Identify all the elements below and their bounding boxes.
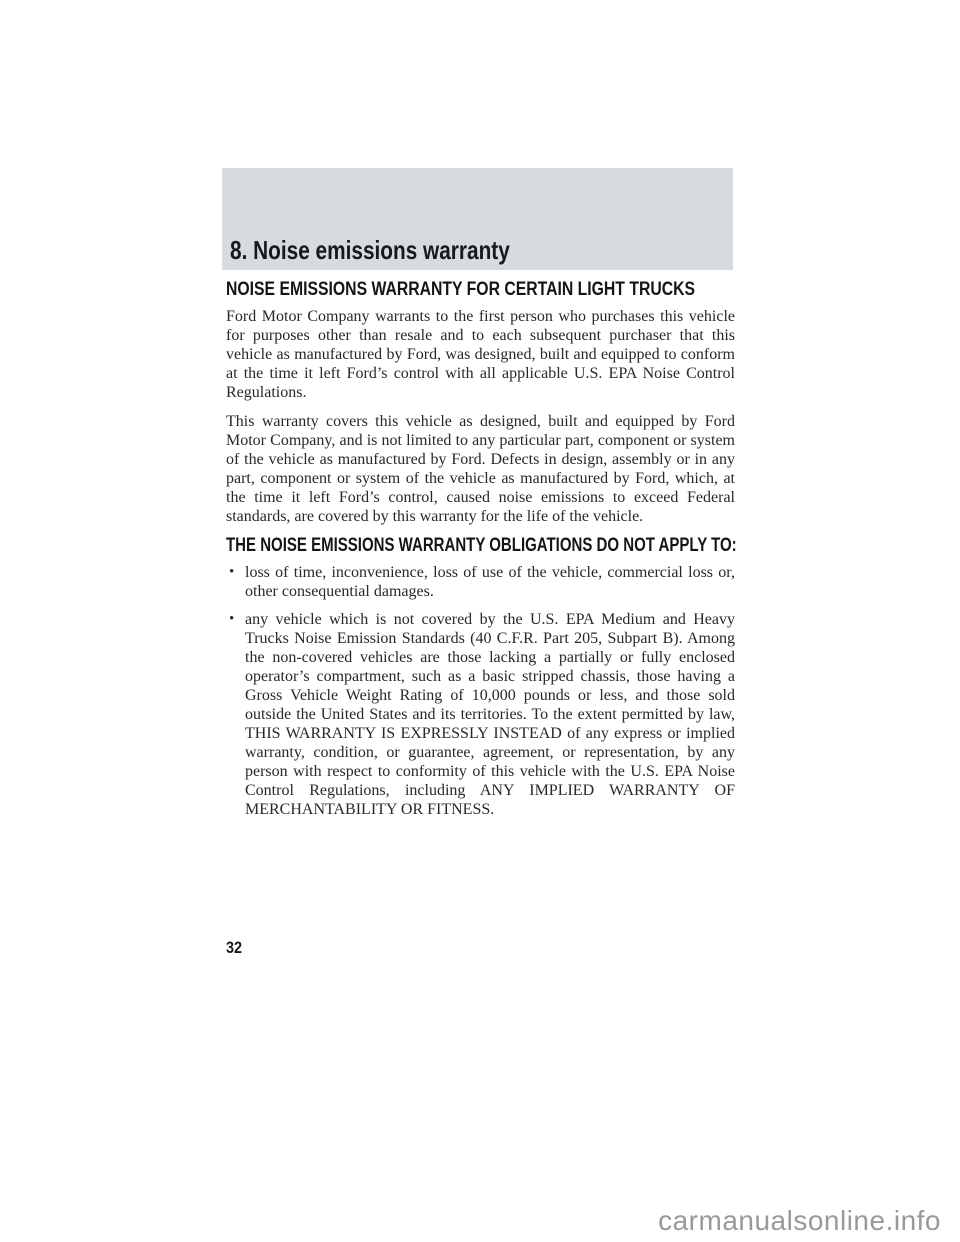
exclusion-text-2: any vehicle which is not covered by the U.S. EPA Medium and Heavy Trucks Noise Emission Standards (40 C.F.R. Part 205, Subpart B). Among the non-covered vehicles are those lacking a partially or fully enclosed operator’s compartment, such as a basic stripped chassis, those having a Gross Vehicle Weight Rating of 10,000 pounds or less, and those sold outside the United States and its territories. To the extent permitted by law, THIS WARRANTY IS EXPRESSLY INSTEAD of any express or implied warranty, condition, or guarantee, agreement, or representation, by any person with respect to conformity of this vehicle with the U.S. EPA Noise Control Regulations, including ANY IMPLIED WARRANTY OF MERCHANTABILITY OR FITNESS.: [245, 611, 735, 818]
warranty-heading-text: NOISE EMISSIONS WARRANTY FOR CERTAIN LIGHT TRUCKS: [226, 279, 696, 300]
section-title: 8. Noise emissions warranty: [230, 235, 510, 265]
warranty-heading: [226, 280, 735, 300]
warranty-paragraph-2: This warranty covers this vehicle as designed, built and equipped by Ford Motor Company, and is not limited to any particular part, component or system of the vehicle as manufactured by Ford. Defects in design, assembly or in any part, component or system of the vehicle as manufactured by Ford, which, at the time it left Ford’s control, caused noise emissions to exceed Federal standards, are covered by this warranty for the life of the vehicle.: [226, 413, 735, 525]
page-content: [226, 280, 735, 819]
page-number: 32: [226, 938, 243, 957]
warranty-paragraph-1: Ford Motor Company warrants to the first person who purchases this vehicle for purposes other than resale and to each subsequent purchaser that this vehicle as manufactured by Ford, was designed, built and equipped to conform at the time it left Ford’s control with all applicable U.S. EPA Noise Control Regulations.: [226, 308, 735, 401]
section-header-box: [222, 168, 733, 270]
list-item: [226, 563, 735, 601]
exclusion-text-1: loss of time, inconvenience, loss of use of the vehicle, commercial loss or, other consequential damages.: [245, 564, 735, 600]
bullet-icon: •: [229, 611, 235, 627]
list-item: [226, 610, 735, 819]
obligations-heading-text: THE NOISE EMISSIONS WARRANTY OBLIGATIONS DO NOT APPLY TO:: [226, 535, 737, 556]
obligations-heading: [226, 536, 735, 556]
bullet-icon: •: [229, 564, 235, 580]
watermark: carmanualsonline.info: [658, 1205, 941, 1236]
exclusions-list: [226, 563, 735, 819]
